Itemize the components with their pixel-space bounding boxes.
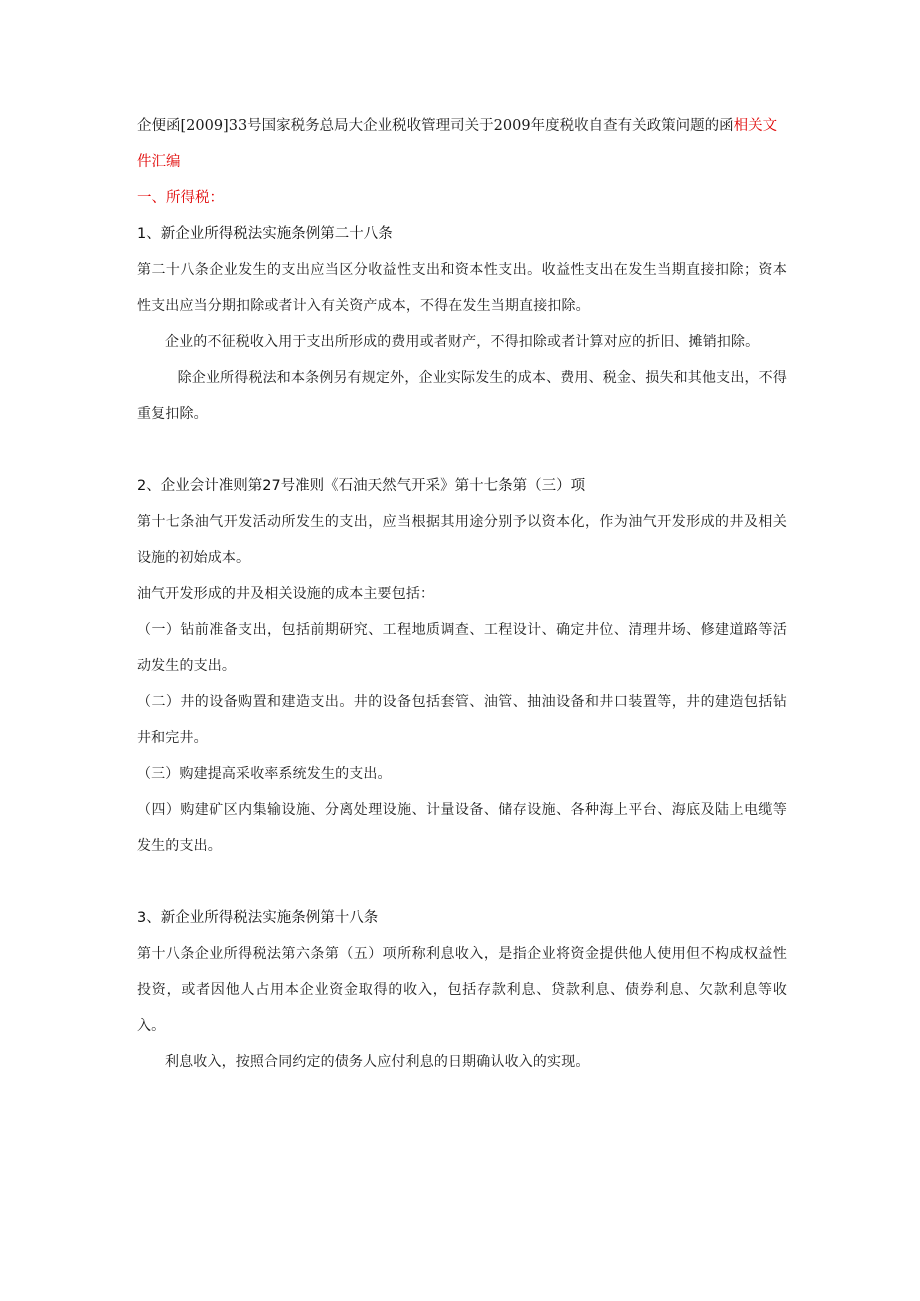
item2-paragraph-2: 油气开发形成的井及相关设施的成本主要包括：: [137, 586, 435, 602]
item1-heading: 1、新企业所得税法实施条例第二十八条: [137, 226, 393, 242]
title-main: 企便函[2009]33号国家税务总局大企业税收管理司关于2009年度税收自查有关政策问题的函: [137, 118, 734, 134]
spacer: [137, 864, 787, 900]
item2-paragraph-1: 第十七条油气开发活动所发生的支出，应当根据其用途分别予以资本化，作为油气开发形成的井及相关设施的初始成本。: [137, 514, 787, 566]
item3-heading: 3、新企业所得税法实施条例第十八条: [137, 910, 379, 926]
document-title: [137, 108, 787, 180]
section-heading-income-tax: 一、所得税：: [137, 190, 224, 206]
item1-paragraph-2: 企业的不征税收入用于支出所形成的费用或者财产，不得扣除或者计算对应的折旧、摊销扣除。: [165, 334, 760, 350]
document-page: [137, 108, 787, 1080]
item3-paragraph-1: 第十八条企业所得税法第六条第（五）项所称利息收入，是指企业将资金提供他人使用但不构成权益性投资，或者因他人占用本企业资金取得的收入，包括存款利息、贷款利息、债券利息、欠款利息等收入。: [137, 946, 787, 1034]
item2-heading: 2、企业会计准则第27号准则《石油天然气开采》第十七条第（三）项: [137, 478, 586, 494]
item2-paragraph-5: （三）购建提高采收率系统发生的支出。: [137, 766, 392, 782]
item1-paragraph-1: 第二十八条企业发生的支出应当区分收益性支出和资本性支出。收益性支出在发生当期直接扣除；资本性支出应当分期扣除或者计入有关资产成本，不得在发生当期直接扣除。: [137, 262, 787, 314]
item1-paragraph-3: 除企业所得税法和本条例另有规定外，企业实际发生的成本、费用、税金、损失和其他支出，不得重复扣除。: [137, 370, 787, 422]
item2-paragraph-4: （二）井的设备购置和建造支出。井的设备包括套管、油管、抽油设备和井口装置等，井的建造包括钻井和完井。: [137, 694, 787, 746]
item3-paragraph-2: 利息收入，按照合同约定的债务人应付利息的日期确认收入的实现。: [165, 1054, 590, 1070]
title-suffix: 相关文件汇编: [137, 118, 778, 170]
spacer: [137, 432, 787, 468]
item2-paragraph-3: （一）钻前准备支出，包括前期研究、工程地质调查、工程设计、确定井位、清理井场、修建道路等活动发生的支出。: [137, 622, 787, 674]
item2-paragraph-6: （四）购建矿区内集输设施、分离处理设施、计量设备、储存设施、各种海上平台、海底及陆上电缆等发生的支出。: [137, 802, 787, 854]
